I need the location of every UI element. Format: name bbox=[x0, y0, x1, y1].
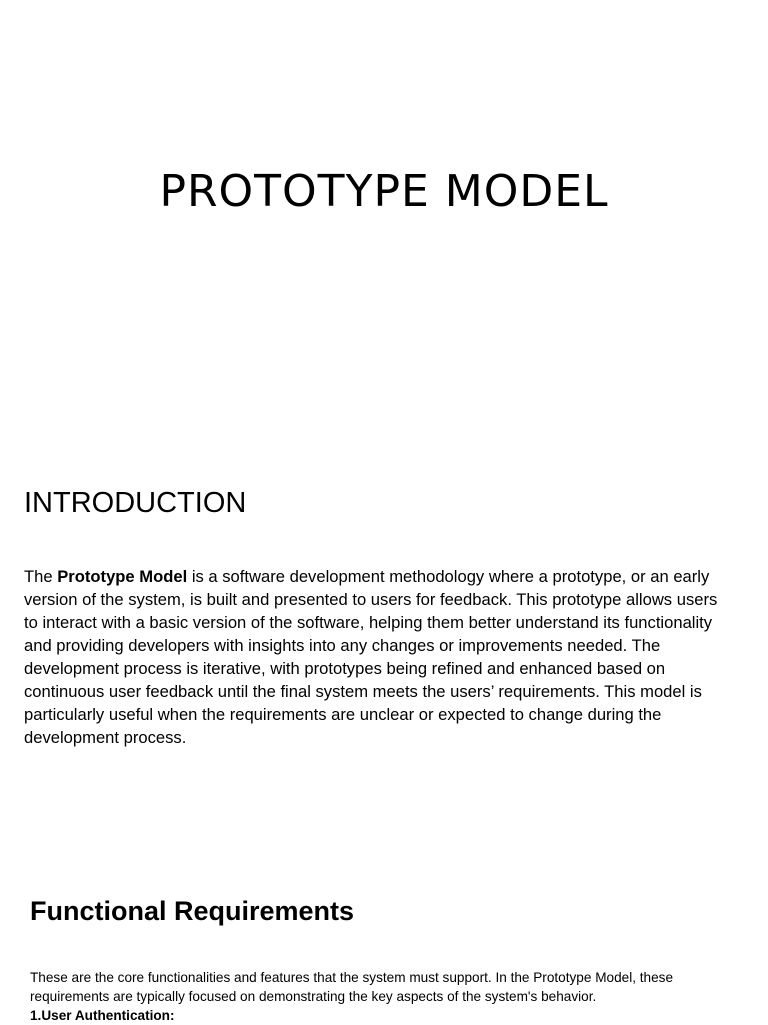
introduction-paragraph bbox=[24, 565, 724, 749]
intro-text-lead: The bbox=[24, 567, 58, 586]
page-title: PROTOTYPE MODEL bbox=[159, 166, 609, 217]
intro-bold-term: Prototype Model bbox=[57, 567, 188, 586]
functional-requirements-heading: Functional Requirements bbox=[30, 896, 355, 926]
introduction-heading: INTRODUCTION bbox=[24, 487, 247, 519]
requirement-item-user-authentication: 1.User Authentication: bbox=[30, 1008, 175, 1023]
intro-text-rest: is a software development methodology where a prototype, or an early version of the system, is built and presented to users for feedback. This prototype allows users to interact with a basic version of the software, helping them better understand its functionality and providing developers with insights into any changes or improvements needed. The development process is iterative, with prototypes being refined and enhanced based on continuous user feedback until the final system meets the users’ requirements. This model is particularly useful when the requirements are unclear or expected to change during the development process. bbox=[24, 567, 718, 747]
functional-requirements-paragraph: These are the core functionalities and features that the system must support. In the Prototype Model, these requirements are typically focused on demonstrating the key aspects of the system's behavior. bbox=[30, 970, 674, 1004]
